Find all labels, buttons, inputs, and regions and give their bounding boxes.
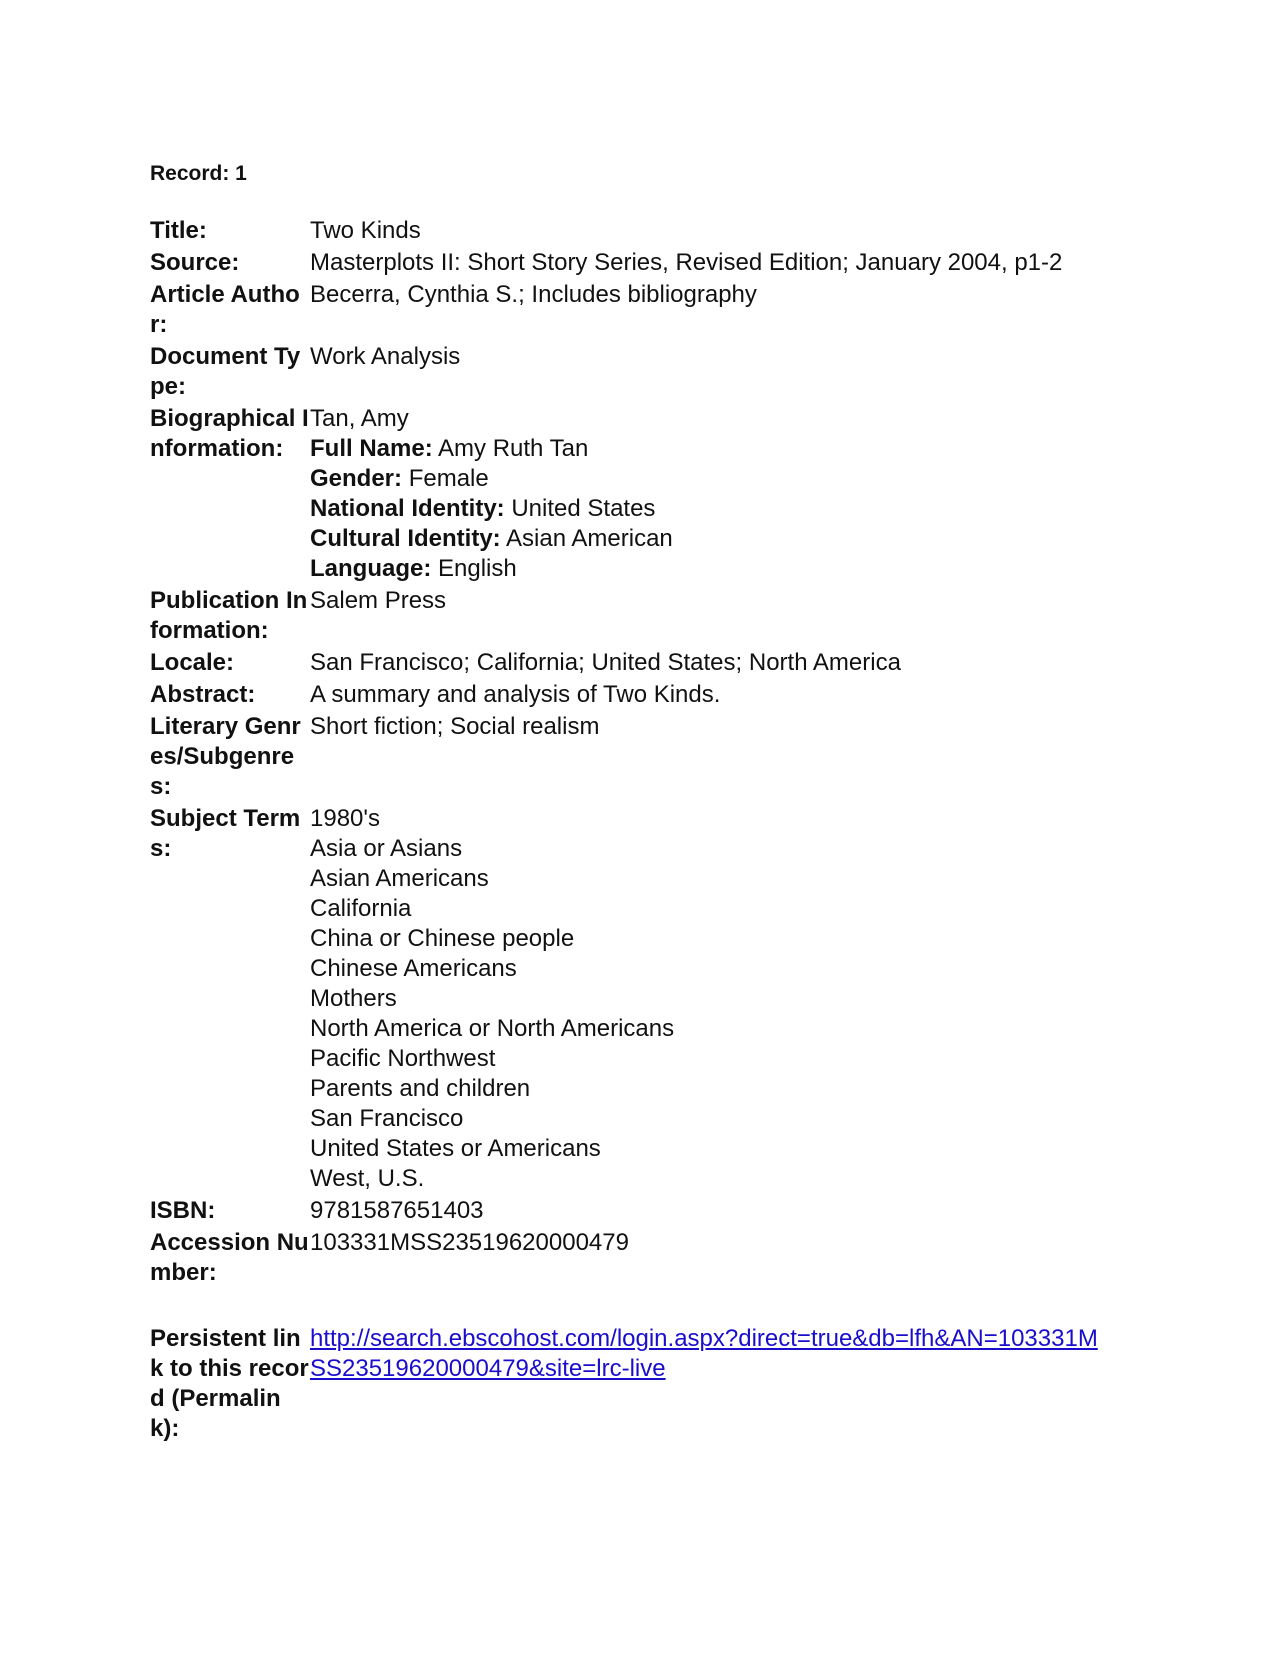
spacer bbox=[310, 1290, 1110, 1324]
bio-detail bbox=[310, 524, 1110, 554]
field-row-locale bbox=[150, 648, 1110, 680]
bio-value: English bbox=[438, 555, 517, 582]
field-label: Publication Information: bbox=[150, 587, 308, 644]
subject-term: China or Chinese people bbox=[310, 925, 575, 952]
subject-term: Pacific Northwest bbox=[310, 1045, 496, 1072]
field-row-subject-terms bbox=[150, 804, 1110, 1196]
bio-key: Language: bbox=[310, 555, 432, 582]
field-value: Masterplots II: Short Story Series, Revised Edition; January 2004, p1-2 bbox=[310, 249, 1063, 276]
field-row-genres bbox=[150, 712, 1110, 804]
field-label: Literary Genres/Subgenres: bbox=[150, 713, 301, 800]
subject-term: 1980's bbox=[310, 805, 380, 832]
subject-term: Asian Americans bbox=[310, 865, 489, 892]
bio-key: Cultural Identity: bbox=[310, 525, 501, 552]
bio-detail bbox=[310, 554, 1110, 584]
field-label: Persistent link to this record (Permalink): bbox=[150, 1325, 309, 1442]
subject-term: North America or North Americans bbox=[310, 1015, 675, 1042]
field-row-abstract bbox=[150, 680, 1110, 712]
field-row-document-type bbox=[150, 342, 1110, 404]
bio-key: Gender: bbox=[310, 465, 403, 492]
field-label: Document Type: bbox=[150, 343, 301, 400]
field-row-accession bbox=[150, 1228, 1110, 1290]
bio-name: Tan, Amy bbox=[310, 405, 409, 432]
field-row-permalink bbox=[150, 1324, 1110, 1446]
field-label: ISBN: bbox=[150, 1197, 216, 1224]
record-table bbox=[150, 216, 1110, 1446]
subject-term: California bbox=[310, 895, 412, 922]
subject-term: Parents and children bbox=[310, 1075, 531, 1102]
subject-term: San Francisco bbox=[310, 1105, 464, 1132]
spacer-row bbox=[150, 1290, 1110, 1324]
field-value: Short fiction; Social realism bbox=[310, 713, 600, 740]
field-value: Work Analysis bbox=[310, 343, 461, 370]
field-value: Two Kinds bbox=[310, 217, 421, 244]
subject-term: Asia or Asians bbox=[310, 835, 463, 862]
field-label: Subject Terms: bbox=[150, 805, 301, 862]
field-label: Locale: bbox=[150, 649, 235, 676]
subject-term: West, U.S. bbox=[310, 1165, 425, 1192]
field-row-source bbox=[150, 248, 1110, 280]
field-label: Article Author: bbox=[150, 281, 300, 338]
bio-detail bbox=[310, 494, 1110, 524]
field-label: Source: bbox=[150, 249, 240, 276]
field-label: Accession Number: bbox=[150, 1229, 309, 1286]
field-row-article-author bbox=[150, 280, 1110, 342]
bio-value: Female bbox=[408, 465, 489, 492]
field-value: 9781587651403 bbox=[310, 1197, 484, 1224]
permalink-cell bbox=[310, 1324, 1110, 1446]
subject-term: Mothers bbox=[310, 985, 397, 1012]
bio-value: United States bbox=[511, 495, 656, 522]
record-heading: Record: 1 bbox=[150, 162, 247, 185]
bio-detail bbox=[310, 434, 1110, 464]
field-row-biographical bbox=[150, 404, 1110, 586]
permalink-link[interactable]: http://search.ebscohost.com/login.aspx?direct=true&db=lfh&AN=103331MSS23519620000479&site=lrc-live bbox=[310, 1325, 1098, 1382]
bio-values bbox=[310, 404, 1110, 586]
bio-detail bbox=[310, 464, 1110, 494]
field-value: 103331MSS23519620000479 bbox=[310, 1229, 629, 1256]
bio-value: Asian American bbox=[506, 525, 673, 552]
bio-key: Full Name: bbox=[310, 435, 433, 462]
field-label: Abstract: bbox=[150, 681, 256, 708]
bio-key: National Identity: bbox=[310, 495, 505, 522]
field-label: Biographical Information: bbox=[150, 405, 309, 462]
spacer bbox=[150, 1290, 310, 1324]
field-label: Title: bbox=[150, 217, 207, 244]
subject-terms-list bbox=[310, 804, 1110, 1196]
field-row-isbn bbox=[150, 1196, 1110, 1228]
field-value: San Francisco; California; United States; North America bbox=[310, 649, 901, 676]
field-row-publication bbox=[150, 586, 1110, 648]
record-page bbox=[150, 160, 1140, 1446]
subject-term: United States or Americans bbox=[310, 1135, 601, 1162]
field-row-title bbox=[150, 216, 1110, 248]
subject-term: Chinese Americans bbox=[310, 955, 517, 982]
field-value: A summary and analysis of Two Kinds. bbox=[310, 681, 721, 708]
bio-value: Amy Ruth Tan bbox=[438, 435, 589, 462]
field-value: Becerra, Cynthia S.; Includes bibliography bbox=[310, 281, 757, 308]
field-value: Salem Press bbox=[310, 587, 447, 614]
